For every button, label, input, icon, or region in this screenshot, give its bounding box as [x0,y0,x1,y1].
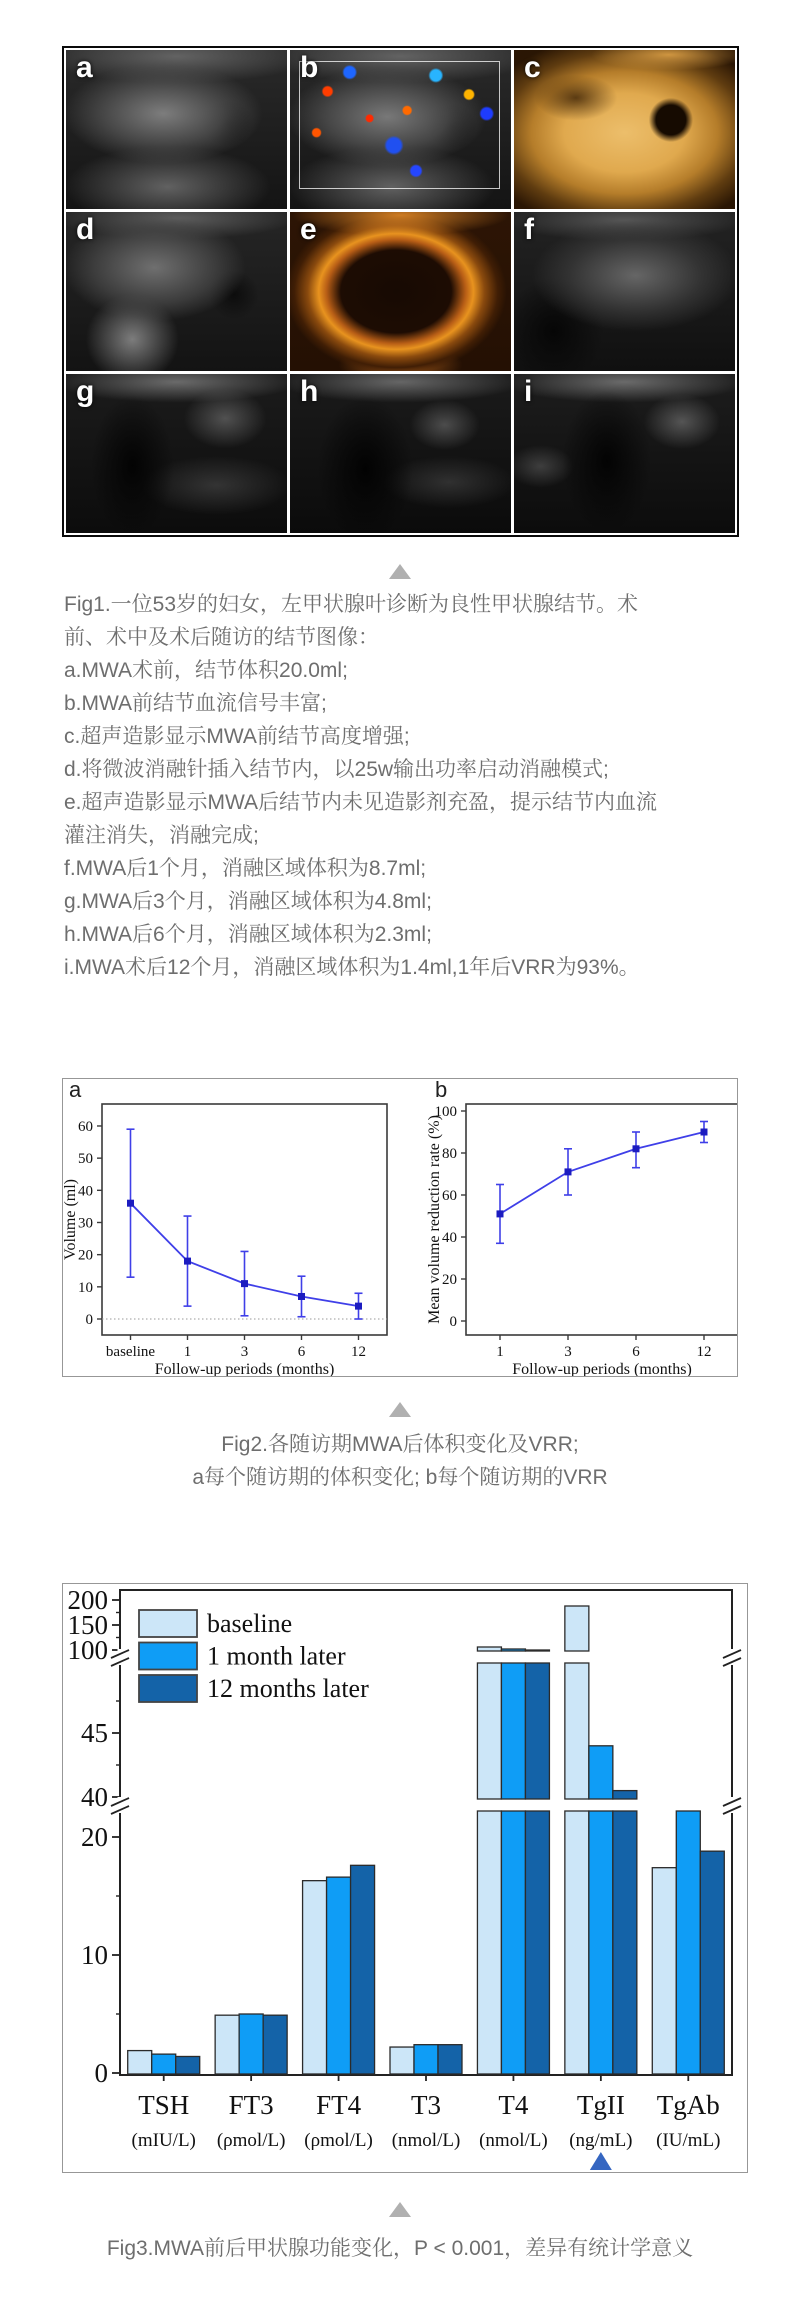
fig1-caption-line: c.超声造影显示MWA前结节高度增强; [64,725,410,748]
svg-text:6: 6 [297,1344,306,1360]
fig2-line-charts [63,1079,737,1376]
svg-text:30: 30 [78,1215,93,1232]
significance-triangle-icon [590,2152,612,2170]
svg-text:T4: T4 [498,2090,529,2120]
svg-text:20: 20 [78,1247,93,1264]
svg-text:(ng/mL): (ng/mL) [569,2130,633,2151]
svg-text:12: 12 [696,1344,712,1360]
svg-text:(nmol/L): (nmol/L) [391,2130,461,2151]
ultrasound-image-e-contrast [290,212,511,371]
fig1-caption-line: 灌注消失，消融完成; [64,824,259,847]
panel-label-e: e [300,213,317,246]
ultrasound-image-b-doppler [290,50,511,209]
panel-label-a: a [76,51,93,84]
svg-text:1: 1 [496,1344,504,1360]
fig3-bar [68,1585,742,2170]
svg-text:baseline: baseline [207,1609,293,1638]
svg-text:40: 40 [78,1183,93,1200]
svg-text:40: 40 [81,1782,108,1812]
fig3-caption [0,2232,800,2265]
legend-entry [139,1642,346,1671]
svg-text:20: 20 [442,1272,457,1288]
ultrasound-image-d [66,212,287,371]
svg-text:Mean volume reduction rate (%): Mean volume reduction rate (%) [426,1115,443,1324]
svg-text:FT4: FT4 [316,2090,362,2120]
svg-text:(nmol/L): (nmol/L) [479,2130,548,2151]
svg-text:(mIU/L): (mIU/L) [131,2130,196,2151]
panel-label-h: h [300,375,319,408]
fig2-chart-box [62,1078,738,1377]
svg-text:60: 60 [78,1118,93,1135]
fig3-chart-box [62,1583,748,2173]
fig1-caption-line: g.MWA后3个月，消融区域体积为4.8ml; [64,890,432,913]
legend-entry [139,1674,369,1703]
svg-text:20: 20 [81,1822,108,1852]
svg-text:TgII: TgII [576,2090,625,2120]
svg-text:a: a [69,1079,82,1102]
ultrasound-image-i [514,374,735,533]
doppler-roi-frame [299,61,500,189]
svg-text:100: 100 [434,1104,457,1120]
panel-label-b: b [300,51,319,84]
svg-text:12: 12 [351,1344,366,1360]
fig3-caption-line: Fig3.MWA前后甲状腺功能变化，P < 0.001，差异有统计学意义 [106,2237,694,2260]
svg-text:50: 50 [78,1151,93,1168]
svg-text:0: 0 [449,1314,457,1330]
svg-text:200: 200 [67,1585,108,1615]
svg-text:10: 10 [81,1940,108,1970]
svg-text:12 months later: 12 months later [207,1674,369,1703]
svg-text:3: 3 [564,1344,572,1360]
svg-text:0: 0 [85,1312,93,1328]
ultrasound-image-g [66,374,287,533]
fig1-caption-line: Fig1.一位53岁的妇女，左甲状腺叶诊断为良性甲状腺结节。术 [64,593,639,616]
fig1-caption-line: 前、术中及术后随访的结节图像： [64,626,379,649]
ultrasound-image-c-contrast [514,50,735,209]
fig1-caption-line: a.MWA术前，结节体积20.0ml; [64,659,348,682]
svg-text:1 month later: 1 month later [207,1641,346,1671]
svg-text:TgAb: TgAb [656,2090,720,2120]
svg-text:FT3: FT3 [228,2090,274,2120]
bar-series-12-months-later [176,1650,725,2074]
ultrasound-image-f [514,212,735,371]
svg-text:(ρmol/L): (ρmol/L) [216,2130,286,2151]
svg-text:0: 0 [94,2058,108,2088]
fig1-image-grid [62,46,739,537]
svg-text:b: b [435,1079,448,1102]
svg-text:Volume (ml): Volume (ml) [63,1178,79,1261]
ultrasound-image-a [66,50,287,209]
panel-label-c: c [524,51,541,84]
panel-label-f: f [524,213,534,246]
fig3-bar-chart [63,1584,747,2172]
svg-text:60: 60 [442,1188,457,1204]
fig1-caption-line: f.MWA后1个月，消融区域体积为8.7ml; [64,857,427,880]
fig1-caption [64,588,746,984]
svg-text:(ρmol/L): (ρmol/L) [304,2130,373,2151]
svg-text:TSH: TSH [138,2090,190,2120]
svg-text:(IU/mL): (IU/mL) [656,2130,721,2151]
collapse-triangle-icon [389,2202,411,2217]
svg-text:45: 45 [81,1718,108,1748]
svg-text:10: 10 [78,1279,93,1296]
svg-text:150: 150 [67,1610,108,1640]
svg-text:Follow-up periods (months): Follow-up periods (months) [512,1361,692,1376]
svg-text:3: 3 [240,1344,249,1360]
svg-text:100: 100 [67,1635,108,1665]
fig1-caption-line: e.超声造影显示MWA后结节内未见造影剂充盈，提示结节内血流 [64,791,658,814]
legend-entry [139,1609,292,1638]
collapse-triangle-icon [389,564,411,579]
fig2-caption-line: a每个随访期的体积变化; b每个随访期的VRR [192,1466,608,1489]
fig1-caption-line: b.MWA前结节血流信号丰富; [64,692,327,715]
svg-text:6: 6 [632,1344,640,1360]
fig2-panel-b [426,1079,737,1376]
svg-text:T3: T3 [411,2090,441,2120]
fig1-caption-line: i.MWA术后12个月，消融区域体积为1.4ml,1年后VRR为93%。 [64,956,640,979]
svg-text:1: 1 [183,1344,192,1360]
panel-label-i: i [524,375,533,408]
fig1-caption-line: d.将微波消融针插入结节内，以25w输出功率启动消融模式; [64,758,609,781]
panel-label-g: g [76,375,95,408]
legend [139,1609,369,1703]
svg-text:80: 80 [442,1146,457,1162]
fig2-panel-a [63,1079,387,1376]
fig2-caption-line: Fig2.各随访期MWA后体积变化及VRR; [221,1433,579,1456]
fig1-caption-line: h.MWA后6个月，消融区域体积为2.3ml; [64,923,432,946]
svg-text:Follow-up periods (months): Follow-up periods (months) [154,1361,335,1376]
panel-label-d: d [76,213,95,246]
collapse-triangle-icon [389,1402,411,1417]
svg-text:40: 40 [442,1230,457,1246]
ultrasound-image-h [290,374,511,533]
svg-text:baseline: baseline [105,1344,156,1360]
fig2-caption [0,1428,800,1494]
